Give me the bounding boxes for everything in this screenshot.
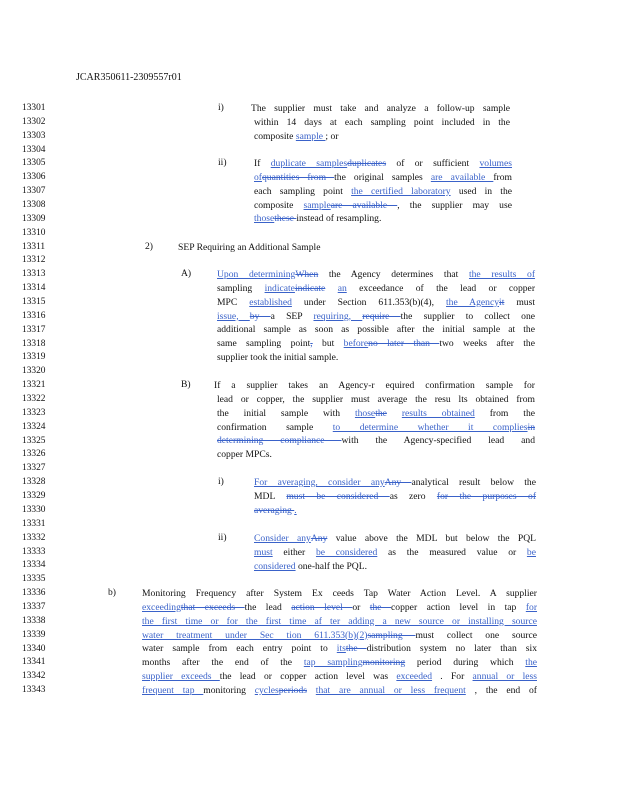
- paragraph-i-averaging: For averaging, consider anyAny analytical result below the MDL must be considered as zero for the purposes of averaging .: [254, 477, 537, 516]
- line-number: 13302: [22, 116, 46, 127]
- paragraph-B-confirmation: If a supplier takes an Agency-r equired confirmation sample for lead or copper, the supplier must average the resu lts obtained from the initial sample with thosethe results obtained from the confirmation sample to determine whether it compliesin determining compliance with the Agency-specified lead and copper MPCs.: [214, 380, 535, 461]
- item-marker-ii: ii): [218, 157, 227, 168]
- line-number: 13337: [22, 601, 46, 612]
- line-number: 13310: [22, 227, 46, 238]
- line-number-column: [22, 102, 62, 698]
- item-marker-A: A): [181, 268, 192, 279]
- line-number: 13319: [22, 352, 46, 363]
- line-number: 13338: [22, 615, 46, 626]
- line-number: 13308: [22, 200, 46, 211]
- line-number: 13343: [22, 685, 46, 696]
- line-number: 13313: [22, 269, 46, 280]
- line-number: 13323: [22, 407, 46, 418]
- line-number: 13327: [22, 463, 46, 474]
- line-number: 13330: [22, 504, 46, 515]
- line-number: 13326: [22, 449, 46, 460]
- line-number: 13324: [22, 421, 46, 432]
- line-number: 13333: [22, 546, 46, 557]
- line-number: 13339: [22, 629, 46, 640]
- item-marker-ii-pql: ii): [218, 532, 227, 543]
- line-number: 13328: [22, 477, 46, 488]
- line-number: 13306: [22, 172, 46, 183]
- item-marker-i: i): [218, 102, 224, 113]
- item-marker-b: b): [108, 587, 116, 598]
- line-number: 13314: [22, 283, 46, 294]
- line-number: 13315: [22, 297, 46, 308]
- line-number: 13340: [22, 643, 46, 654]
- line-number: 13304: [22, 144, 46, 155]
- paragraph-ii-duplicates: If duplicate samplesduplicates of or sufficient volumes ofquantities from the original samples are available from each sampling point the certified laboratory used in the composite sampleare available , the supplier may use thosethese instead of resampling.: [254, 158, 512, 225]
- paragraph-A-upon-determining: Upon determiningWhen the Agency determines that the results of sampling indicateindicate an exceedance of the lead or copper MPC established under Section 611.353(b)(4), the Agencyit must issue, by a SEP requiring, require the supplier to collect one additional sample as soon as possible after the initial sample at the same sampling point, but beforeno later than two weeks after the supplier took the initial sample.: [217, 269, 536, 364]
- line-number: 13342: [22, 671, 46, 682]
- line-number: 13341: [22, 657, 46, 668]
- paragraph-b-monitoring-frequency: Monitoring Frequency after System Ex ceeds Tap Water Action Level. A supplier exceedingthat exceeds the lead action level or the copper action level in tap for the first time or for the first time af ter adding a new source or installing source water treatment under Sec tion 611.353(b)(2)sampling must collect one source water sample from each entry point to itsthe distribution system no later than six months after the end of the tap samplingmonitoring period during which the supplier exceeds the lead or copper action level was exceeded . For annual or less frequent tap monitoring cyclesperiods that are annual or less frequent , the end of: [142, 588, 538, 697]
- line-number: 13316: [22, 310, 46, 321]
- sep-heading: SEP Requiring an Additional Sample: [178, 242, 321, 253]
- line-number: 13325: [22, 435, 46, 446]
- line-number: 13317: [22, 324, 46, 335]
- paragraph-ii-pql: Consider anyAny value above the MDL but below the PQL must either be considered as the measured value or be considered one-half the PQL.: [254, 533, 536, 572]
- line-number: 13334: [22, 560, 46, 571]
- section-marker-2: 2): [145, 241, 153, 252]
- line-number: 13301: [22, 103, 46, 113]
- line-number: 13322: [22, 394, 46, 405]
- line-number: 13331: [22, 518, 46, 529]
- line-number: 13332: [22, 532, 46, 543]
- item-marker-B: B): [181, 379, 191, 390]
- line-number: 13309: [22, 213, 46, 224]
- line-number: 13311: [22, 241, 46, 252]
- line-number: 13312: [22, 255, 46, 266]
- paragraph-i-follow-up: The supplier must take and analyze a follow-up sample within 14 days at each sampling point included in the composite sample ; or: [251, 103, 510, 142]
- line-number: 13318: [22, 338, 46, 349]
- line-number: 13307: [22, 186, 46, 197]
- line-number: 13320: [22, 366, 46, 377]
- item-marker-i-averaging: i): [218, 476, 224, 487]
- line-number: 13336: [22, 588, 46, 599]
- document-header: JCAR350611-2309557r01: [76, 72, 182, 83]
- line-number: 13305: [22, 158, 46, 169]
- line-number: 13329: [22, 491, 46, 502]
- line-number: 13303: [22, 130, 46, 141]
- line-number: 13321: [22, 380, 46, 391]
- line-number: 13335: [22, 574, 46, 585]
